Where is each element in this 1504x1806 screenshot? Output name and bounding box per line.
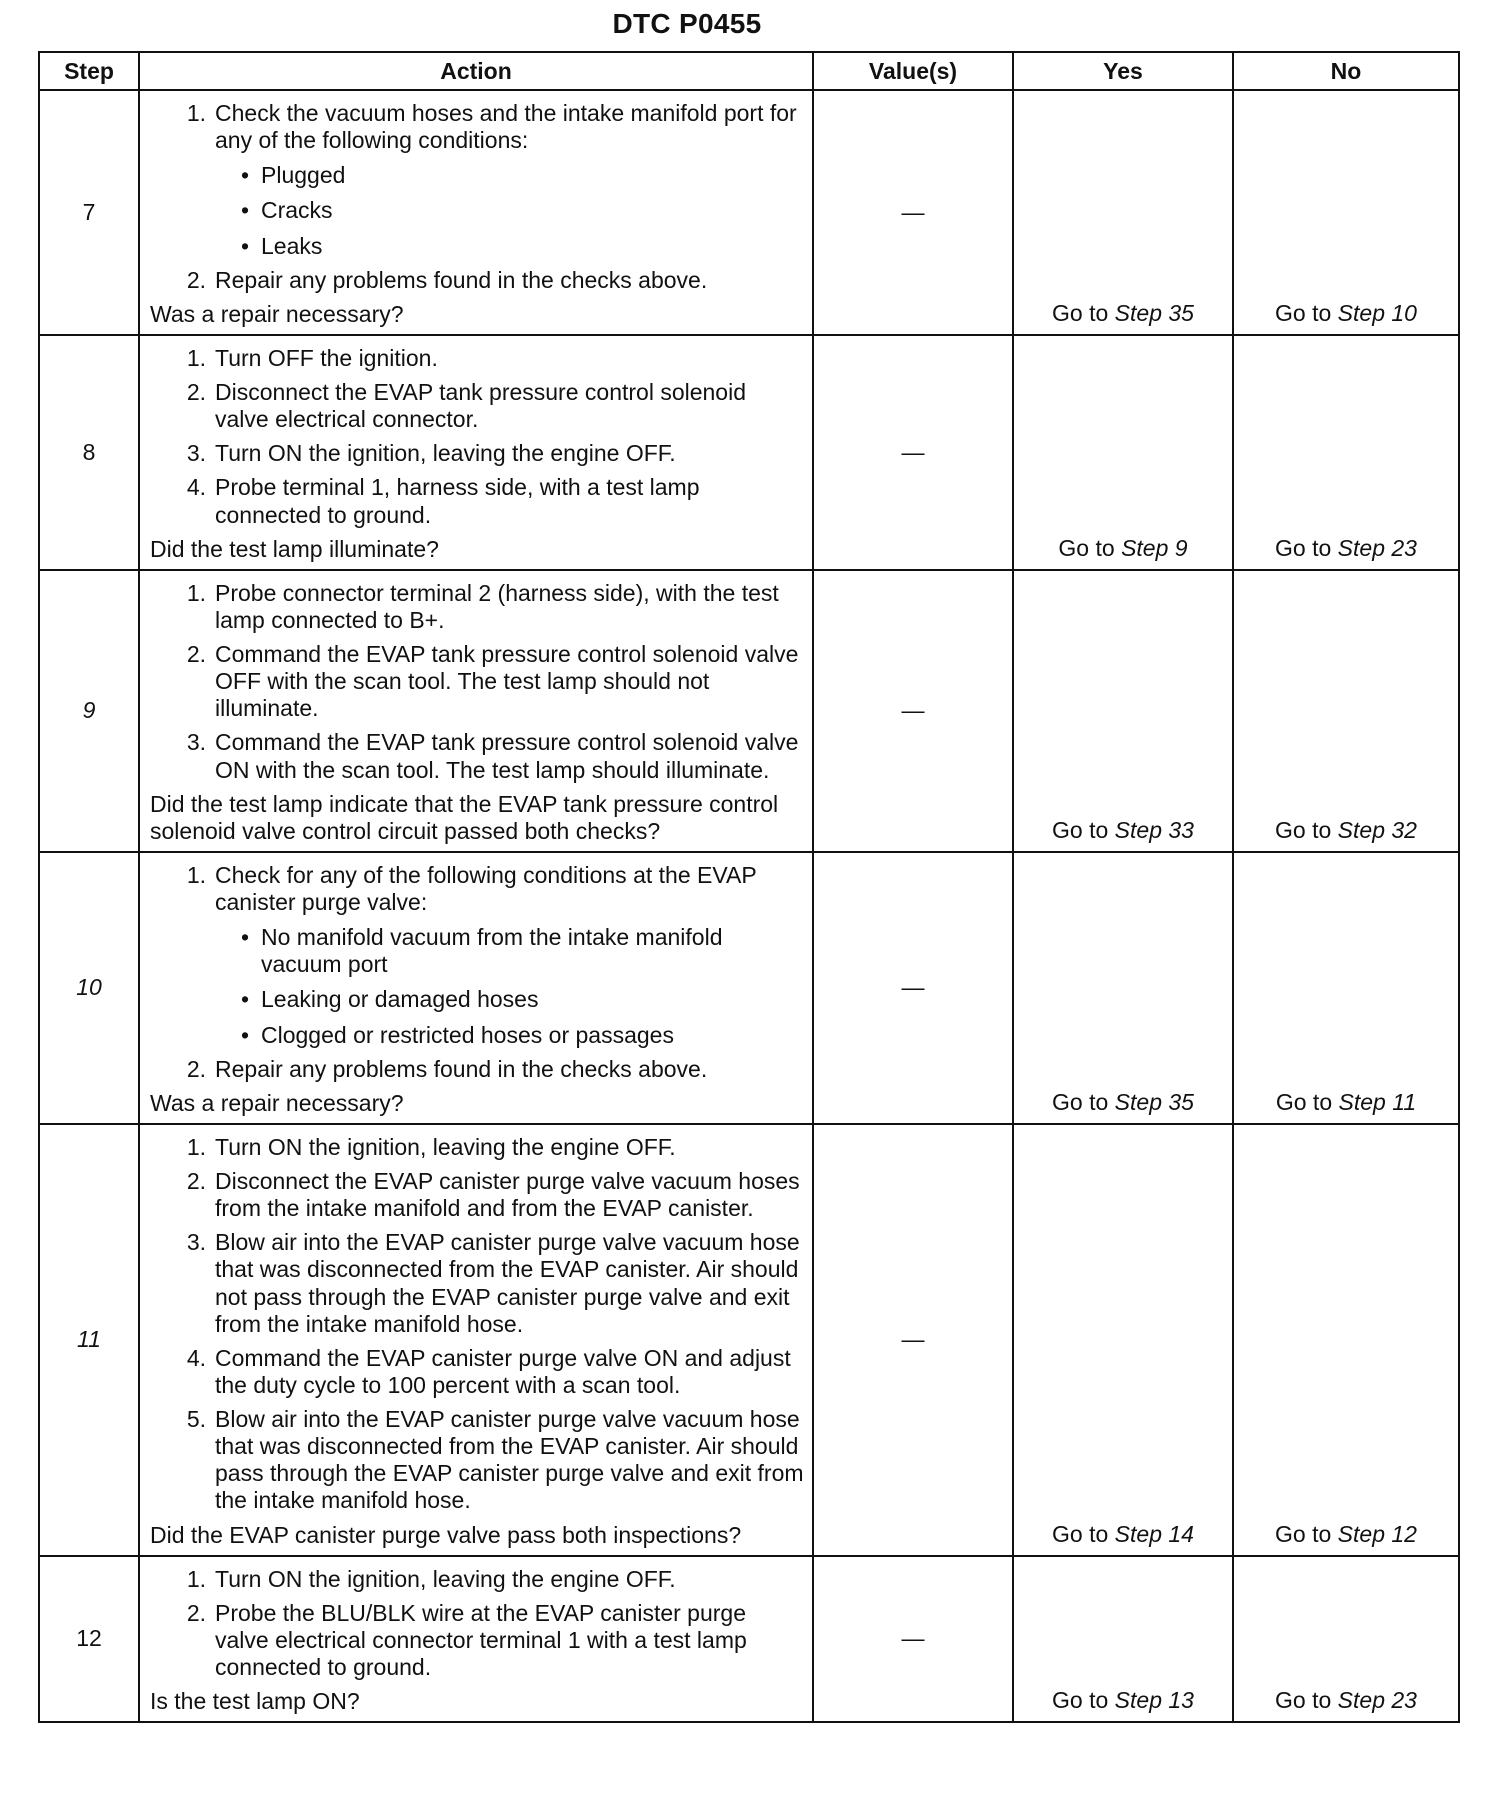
bullet-icon: • (240, 986, 249, 1013)
action-question: Did the EVAP canister purge valve pass both inspections? (150, 1521, 742, 1548)
action-step-number: 1. (186, 1565, 206, 1592)
bullet-item (215, 986, 804, 1013)
action-step-body (215, 862, 804, 1049)
go-to-prefix: Go to (1052, 299, 1109, 326)
action-step-number: 4. (186, 1344, 206, 1371)
no-target-step: 11 (1392, 1088, 1417, 1115)
action-step-body (215, 1168, 804, 1222)
diagnostic-table (38, 51, 1460, 1723)
yes-cell (1013, 852, 1233, 1124)
action-step-text: Command the EVAP tank pressure control solenoid valve ON with the scan tool. The test lamp should illuminate. (215, 729, 799, 783)
action-step-body (215, 1600, 804, 1681)
bullet-text: Leaking or damaged hoses (261, 986, 539, 1013)
header-no: No (1233, 52, 1459, 90)
no-cell (1233, 570, 1459, 852)
yes-target-step: 9 (1174, 534, 1188, 561)
no-target-step: 12 (1391, 1520, 1417, 1547)
step-number: 12 (39, 1556, 139, 1723)
action-step (150, 379, 804, 433)
header-values: Value(s) (813, 52, 1013, 90)
no-cell (1233, 335, 1459, 570)
table-row (39, 852, 1459, 1124)
no-target-step: 23 (1391, 534, 1417, 561)
step-word: Step (1337, 1520, 1385, 1547)
step-word: Step (1337, 534, 1385, 561)
action-step (150, 862, 804, 1049)
action-step-body (215, 1345, 804, 1399)
value-cell: — (813, 570, 1013, 852)
action-step-text: Check for any of the following conditions at the EVAP canister purge valve: (215, 861, 757, 915)
action-step-number: 3. (186, 1229, 206, 1256)
yes-cell (1013, 335, 1233, 570)
action-step-body (215, 440, 804, 467)
go-to-prefix: Go to (1275, 1520, 1332, 1547)
action-step-text: Check the vacuum hoses and the intake manifold port for any of the following conditions: (215, 100, 797, 154)
step-word: Step (1337, 816, 1385, 843)
no-target-step: 10 (1391, 299, 1417, 326)
yes-target-step: 33 (1168, 816, 1194, 843)
action-step-number: 1. (186, 344, 206, 371)
action-step-body (215, 1566, 804, 1593)
yes-cell (1013, 1556, 1233, 1723)
action-step-text: Blow air into the EVAP canister purge valve vacuum hose that was disconnected from the EVAP canister. Air should pass through the EVAP canister purge valve and exit from the intake manifold hose. (215, 1406, 804, 1514)
action-step-number: 3. (186, 729, 206, 756)
table-row (39, 570, 1459, 852)
action-cell (139, 1556, 813, 1723)
action-step (150, 440, 804, 467)
action-step-number: 1. (186, 100, 206, 126)
go-to-prefix: Go to (1052, 1687, 1109, 1714)
action-step-body (215, 1229, 804, 1338)
step-word: Step (1114, 1088, 1162, 1115)
action-step-text: Probe terminal 1, harness side, with a test lamp connected to ground. (215, 474, 700, 528)
action-step-number: 3. (186, 440, 206, 467)
bullet-text: Clogged or restricted hoses or passages (261, 1021, 674, 1048)
action-step (150, 474, 804, 528)
bullet-icon: • (240, 197, 249, 224)
action-step (150, 641, 804, 722)
action-cell (139, 1124, 813, 1556)
step-reference (1339, 1089, 1417, 1115)
action-step-text: Command the EVAP canister purge valve ON and adjust the duty cycle to 100 percent with a scan tool. (215, 1344, 791, 1398)
action-step-text: Command the EVAP tank pressure control solenoid valve OFF with the scan tool. The test lamp should not illuminate. (215, 641, 799, 722)
action-step-body (215, 267, 804, 294)
table-row (39, 1124, 1459, 1556)
action-step (150, 1134, 804, 1161)
table-row (39, 1556, 1459, 1723)
table-row (39, 335, 1459, 570)
action-step (150, 1345, 804, 1399)
go-to-prefix: Go to (1058, 534, 1115, 561)
bullet-icon: • (240, 924, 249, 951)
action-step (150, 729, 804, 783)
value-cell: — (813, 1556, 1013, 1723)
value-cell: — (813, 90, 1013, 335)
step-word: Step (1337, 1687, 1385, 1714)
action-step (150, 267, 804, 294)
table-row (39, 90, 1459, 335)
step-reference (1115, 817, 1194, 843)
action-step-text: Turn ON the ignition, leaving the engine OFF. (215, 1133, 676, 1160)
step-reference (1338, 1521, 1417, 1547)
action-step-number: 2. (186, 641, 206, 667)
action-step (150, 1056, 804, 1083)
action-step (150, 1168, 804, 1222)
action-step-body (215, 474, 804, 528)
header-yes: Yes (1013, 52, 1233, 90)
action-step (150, 1566, 804, 1593)
bullet-item (215, 1022, 804, 1049)
go-to-prefix: Go to (1052, 816, 1109, 843)
no-cell (1233, 1124, 1459, 1556)
action-step-number: 2. (186, 1599, 206, 1626)
action-step-body (215, 1056, 804, 1083)
action-question: Is the test lamp ON? (150, 1688, 360, 1715)
value-cell: — (813, 852, 1013, 1124)
step-reference (1338, 817, 1417, 843)
value-cell: — (813, 1124, 1013, 1556)
action-question: Did the test lamp illuminate? (150, 535, 439, 562)
step-word: Step (1338, 1088, 1386, 1115)
step-number: 9 (39, 570, 139, 852)
action-step-number: 1. (186, 861, 206, 888)
action-step (150, 1229, 804, 1338)
action-step-body (215, 729, 804, 783)
action-step-number: 5. (186, 1406, 206, 1432)
action-cell (139, 90, 813, 335)
action-step-text: Disconnect the EVAP canister purge valve vacuum hoses from the intake manifold and from the EVAP canister. (215, 1168, 800, 1222)
action-step-text: Probe the BLU/BLK wire at the EVAP canister purge valve electrical connector terminal 1 with a test lamp connected to ground. (215, 1599, 747, 1680)
action-step-body (215, 100, 804, 260)
step-reference (1115, 1089, 1194, 1115)
go-to-prefix: Go to (1275, 1687, 1332, 1714)
action-step-text: Repair any problems found in the checks above. (215, 266, 708, 293)
action-step (150, 1600, 804, 1681)
yes-target-step: 14 (1168, 1520, 1194, 1547)
step-word: Step (1114, 1520, 1162, 1547)
action-step-text: Turn ON the ignition, leaving the engine OFF. (215, 1565, 676, 1592)
action-cell (139, 335, 813, 570)
action-question: Was a repair necessary? (150, 300, 404, 327)
go-to-prefix: Go to (1275, 1088, 1333, 1115)
action-step (150, 100, 804, 260)
step-number: 8 (39, 335, 139, 570)
go-to-prefix: Go to (1275, 534, 1332, 561)
yes-target-step: 35 (1168, 1088, 1194, 1115)
go-to-prefix: Go to (1275, 816, 1332, 843)
action-step-text: Disconnect the EVAP tank pressure control solenoid valve electrical connector. (215, 379, 746, 433)
bullet-text: Leaks (261, 232, 323, 259)
yes-target-step: 13 (1168, 1687, 1194, 1714)
action-step (150, 1406, 804, 1515)
step-word: Step (1114, 299, 1162, 326)
step-reference (1338, 300, 1417, 326)
no-cell (1233, 90, 1459, 335)
action-step-body (215, 345, 804, 372)
bullet-item (215, 924, 804, 978)
header-step: Step (39, 52, 139, 90)
no-cell (1233, 852, 1459, 1124)
action-step-text: Repair any problems found in the checks above. (215, 1055, 708, 1082)
yes-cell (1013, 1124, 1233, 1556)
bullet-text: Cracks (261, 197, 333, 224)
step-reference (1115, 300, 1194, 326)
step-word: Step (1114, 816, 1162, 843)
action-cell (139, 570, 813, 852)
table-body (39, 90, 1459, 1722)
step-number: 10 (39, 852, 139, 1124)
bullet-text: No manifold vacuum from the intake manifold vacuum port (261, 924, 723, 978)
action-question: Was a repair necessary? (150, 1089, 404, 1116)
step-reference (1121, 535, 1188, 561)
step-word: Step (1114, 1687, 1162, 1714)
bullet-icon: • (240, 1021, 249, 1048)
action-step-text: Turn OFF the ignition. (215, 344, 438, 371)
action-step-number: 1. (186, 1133, 206, 1160)
step-reference (1115, 1687, 1194, 1713)
action-step-text: Turn ON the ignition, leaving the engine OFF. (215, 440, 676, 467)
action-step-text: Probe connector terminal 2 (harness side), with the test lamp connected to B+. (215, 579, 779, 633)
step-reference (1115, 1521, 1194, 1547)
step-reference (1338, 1687, 1417, 1713)
table-header-row (39, 52, 1459, 90)
step-word: Step (1121, 534, 1169, 561)
action-step-body (215, 1406, 804, 1515)
bullet-item (215, 197, 804, 224)
action-question: Did the test lamp indicate that the EVAP tank pressure control solenoid valve control circuit passed both checks? (150, 790, 779, 844)
bullet-item (215, 162, 804, 189)
no-target-step: 23 (1391, 1687, 1417, 1714)
action-step-number: 4. (186, 474, 206, 501)
action-step-text: Blow air into the EVAP canister purge valve vacuum hose that was disconnected from the EVAP canister. Air should not pass through the EVAP canister purge valve and exit from the intake manifold hose. (215, 1229, 800, 1337)
document-title: DTC P0455 (612, 8, 762, 39)
step-reference (1338, 535, 1417, 561)
step-number: 7 (39, 90, 139, 335)
value-cell: — (813, 335, 1013, 570)
action-step (150, 580, 804, 634)
header-action: Action (139, 52, 813, 90)
go-to-prefix: Go to (1275, 299, 1332, 326)
go-to-prefix: Go to (1052, 1520, 1109, 1547)
action-step-body (215, 641, 804, 722)
yes-target-step: 35 (1168, 299, 1194, 326)
go-to-prefix: Go to (1052, 1088, 1109, 1115)
action-cell (139, 852, 813, 1124)
yes-cell (1013, 90, 1233, 335)
bullet-icon: • (240, 162, 249, 189)
action-step-number: 2. (186, 1168, 206, 1194)
bullet-text: Plugged (261, 162, 346, 189)
action-step-number: 2. (186, 266, 206, 293)
action-step-number: 2. (186, 1055, 206, 1082)
bullet-icon: • (240, 232, 249, 259)
no-cell (1233, 1556, 1459, 1723)
yes-cell (1013, 570, 1233, 852)
action-step-body (215, 580, 804, 634)
no-target-step: 32 (1391, 816, 1417, 843)
action-step (150, 345, 804, 372)
action-step-body (215, 379, 804, 433)
action-step-number: 1. (186, 579, 206, 606)
action-step-body (215, 1134, 804, 1161)
action-step-number: 2. (186, 379, 206, 405)
step-word: Step (1337, 299, 1385, 326)
bullet-item (215, 233, 804, 260)
step-number: 11 (39, 1124, 139, 1556)
